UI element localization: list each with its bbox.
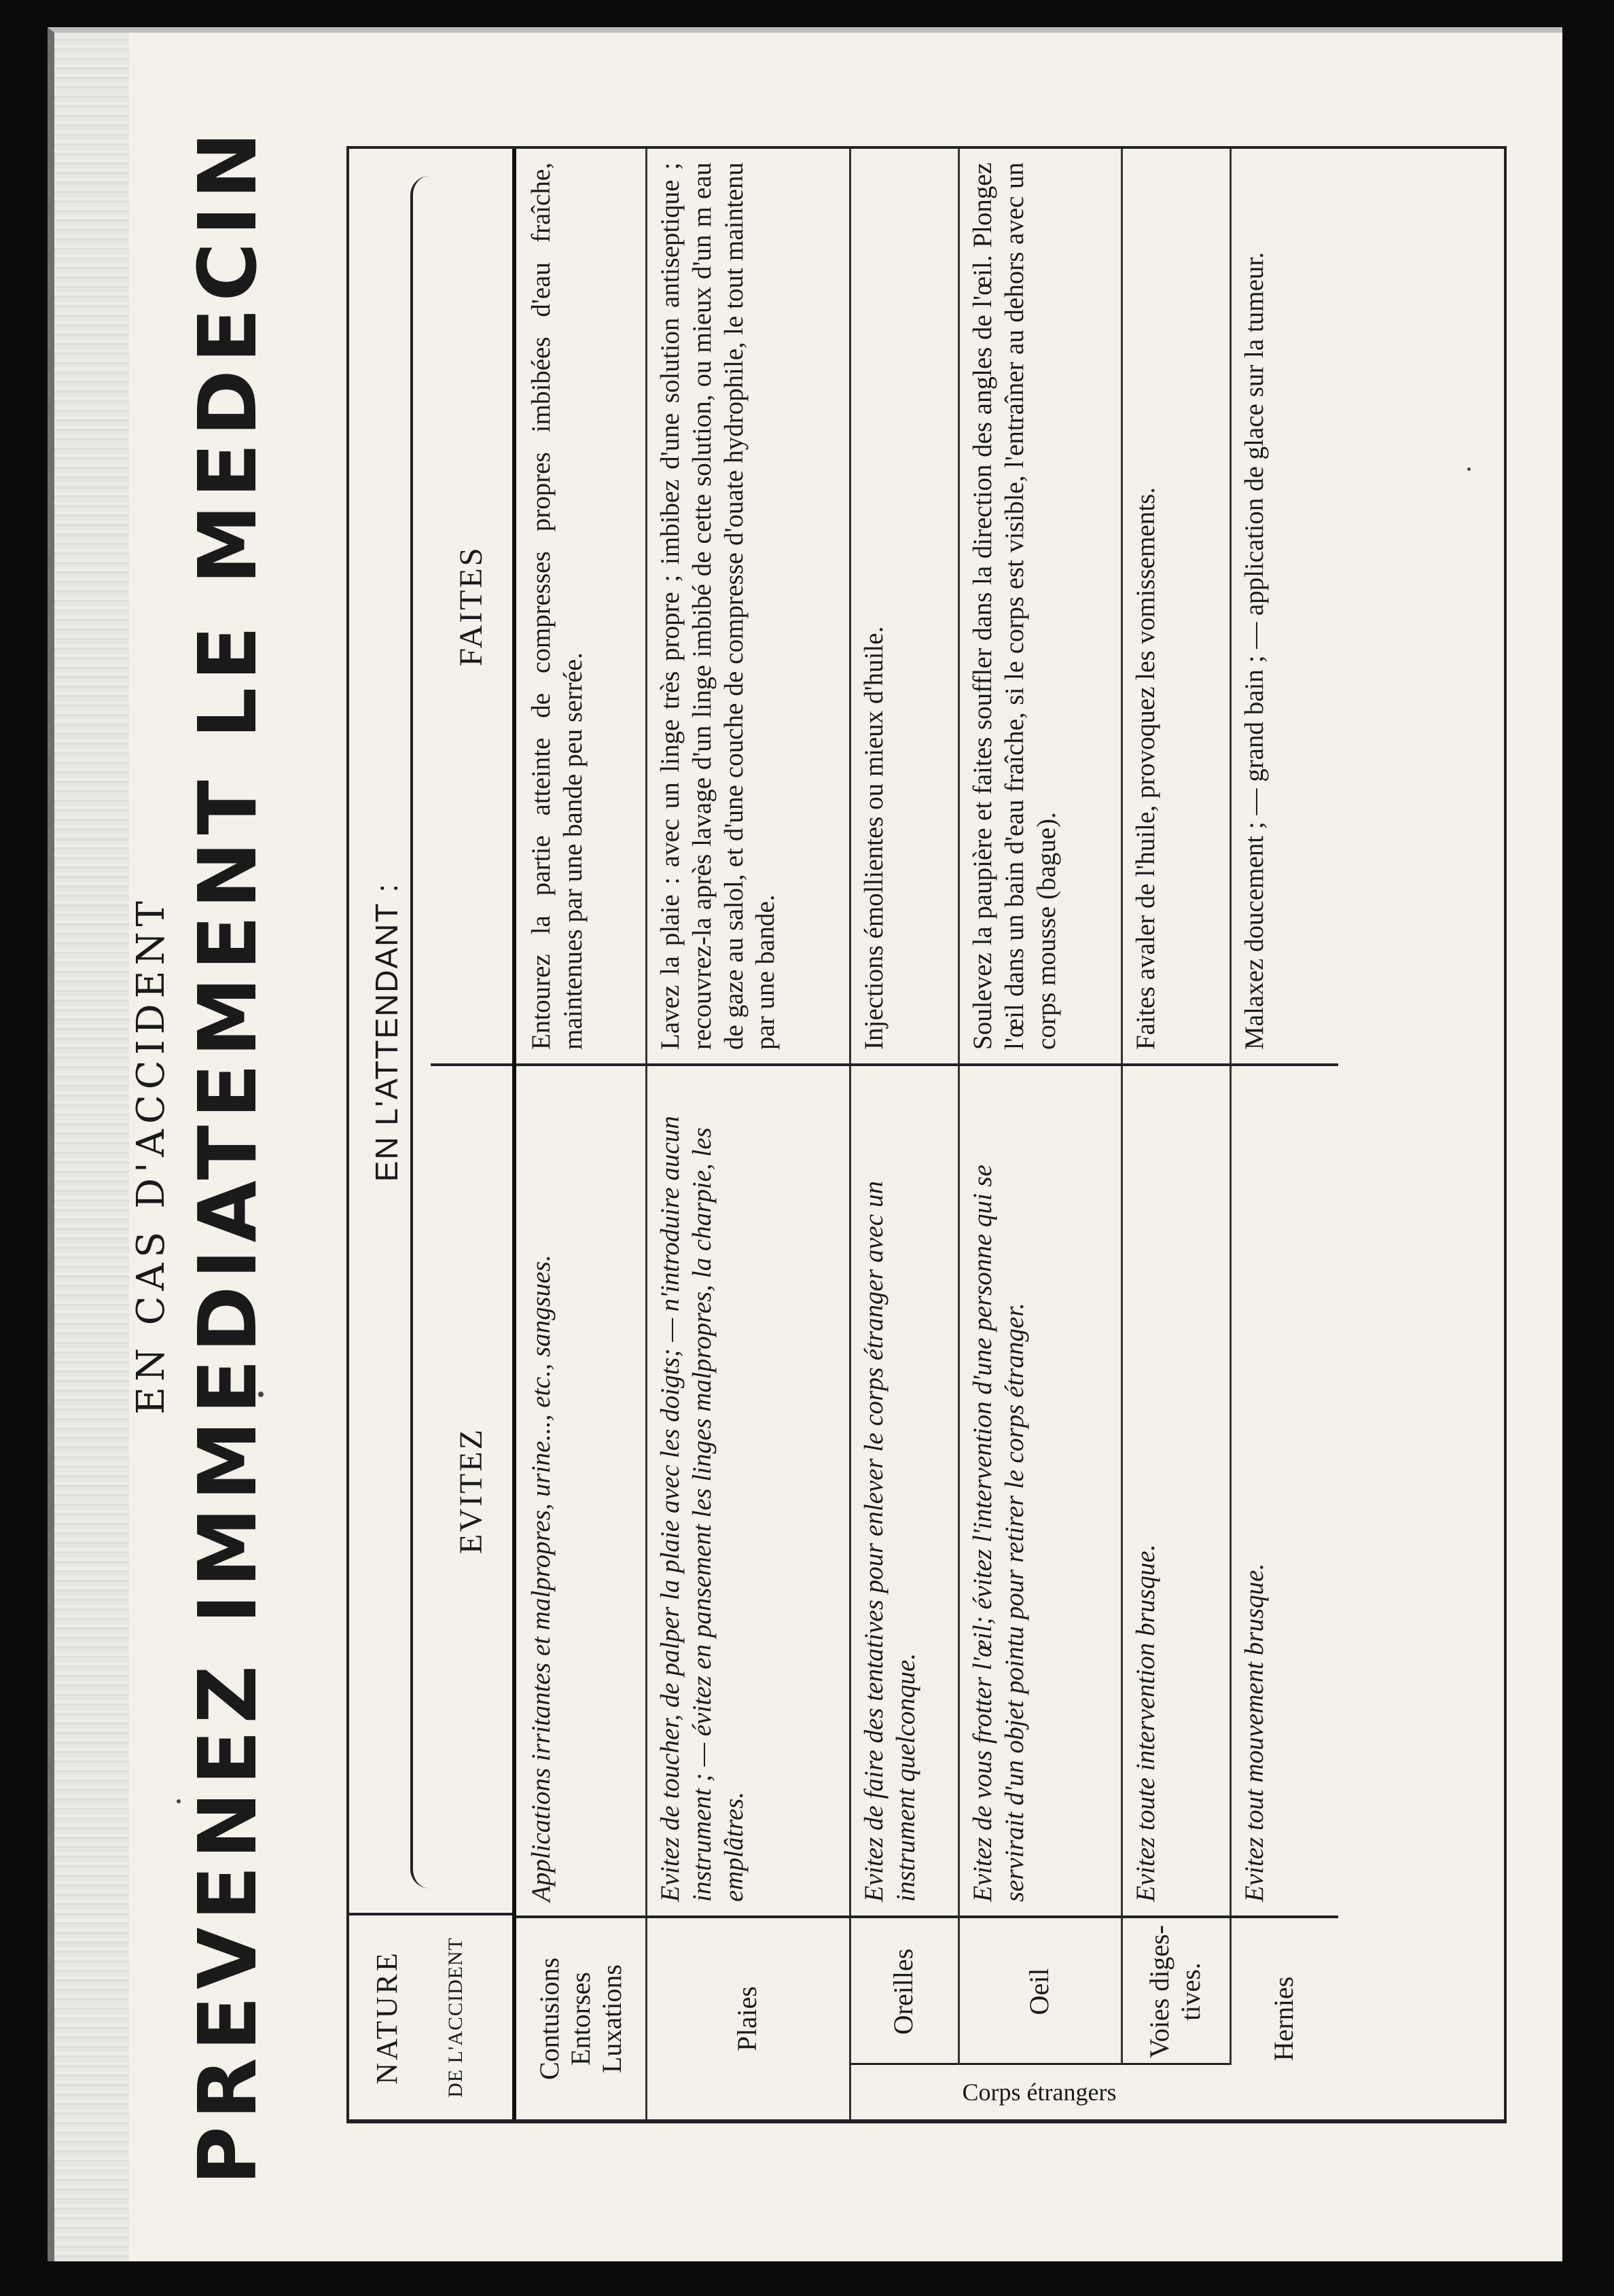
nature-cell [849, 1915, 958, 2065]
header-en-attendant: EN L'ATTENDANT : [369, 882, 404, 1182]
nature-cell [645, 1915, 849, 2119]
table-row [645, 149, 851, 2119]
evitez-cell: Evitez de toucher, de palper la plaie avec les doigts; — n'introduire aucun instrument ; — évitez en pansement les linges malpropres, la charpie, les emplâtres. [645, 1063, 849, 1915]
nature-text: Hernies [1268, 1976, 1299, 2062]
corps-etrangers-group [849, 2063, 1230, 2119]
nature-text: Voies diges- [1144, 1925, 1174, 2058]
header-nature [349, 1913, 512, 2119]
evitez-cell: Applications irritantes et malpropres, urine..., etc., sangsues. [516, 1063, 645, 1915]
table-row [1121, 149, 1232, 2065]
evitez-cell: Evitez toute intervention brusque. [1121, 1063, 1230, 1915]
header-brace [410, 176, 429, 1888]
nature-text: Contusions [534, 1957, 564, 2081]
header-nature-line1: NATURE [370, 1950, 404, 2085]
nature-cell [516, 1915, 645, 2119]
table-row [849, 149, 960, 2065]
evitez-cell: Evitez tout mouvement brusque. [1230, 1063, 1338, 1915]
faites-cell: Injections émollientes ou mieux d'huile. [859, 626, 889, 1050]
table-row [958, 149, 1123, 2065]
faites-cell: Faites avaler de l'huile, provoquez les vomissements. [1131, 487, 1160, 1050]
faites-cell: Malaxez doucement ; — grand bain ; — application de glace sur la tumeur. [1240, 252, 1269, 1050]
corps-etrangers-label: Corps étrangers [962, 2079, 1117, 2106]
first-aid-table [346, 146, 1507, 2123]
evitez-cell: Evitez de faire des tentatives pour enlever le corps étranger avec un instrument quelconque. [849, 1063, 958, 1915]
nature-text: Oeil [1024, 1968, 1054, 2015]
faites-cell: Entourez la partie atteinte de compresses propres imbibées d'eau fraîche, maintenues par une bande peu serrée. [526, 162, 588, 1050]
faites-cell: Lavez la plaie : avec un linge très propre ; imbibez d'une solution antiseptique ; recouvrez-la après lavage d'un linge imbibé de cette solution, ou mieux d'un m eau de gaze au salol, et d'une couche de compresse d'ouate hydrophile, le tout maintenu par une bande. [656, 162, 781, 1050]
nature-text: tives. [1175, 1962, 1206, 2021]
nature-text: Oreilles [888, 1948, 918, 2035]
evitez-cell: Evitez de vous frotter l'œil; évitez l'intervention d'une personne qui se servirait d'un objet pointu pour retirer le corps étranger. [958, 1063, 1121, 1915]
nature-text: Luxations [596, 1964, 627, 2073]
table-row [1230, 149, 1338, 2119]
table-header [349, 149, 516, 2119]
subtitle: EN CAS D'ACCIDENT [129, 896, 173, 1415]
nature-cell [1121, 1915, 1230, 2065]
header-nature-line2: DE L'ACCIDENT [444, 1937, 467, 2098]
header-faites: FAITES [453, 546, 489, 667]
nature-cell [958, 1915, 1121, 2065]
nature-text: Entorses [565, 1972, 596, 2066]
nature-cell [1230, 1915, 1338, 2119]
faites-cell: Soulevez la paupière et faites souffler dans la direction des angles de l'œil. Plongez l'œil dans un bain d'eau fraîche, si le corps est visible, l'entraîner au dehors avec un corps mousse (bague). [968, 162, 1061, 1050]
page-title: PREVENEZ IMMEDIATEMENT LE MEDECIN [181, 125, 274, 2185]
binding-edge [54, 33, 129, 2261]
table-row [516, 149, 647, 2119]
header-evitez: EVITEZ [431, 1063, 512, 1915]
nature-text: Plaies [732, 1986, 762, 2051]
rotated-content [129, 119, 1515, 2191]
